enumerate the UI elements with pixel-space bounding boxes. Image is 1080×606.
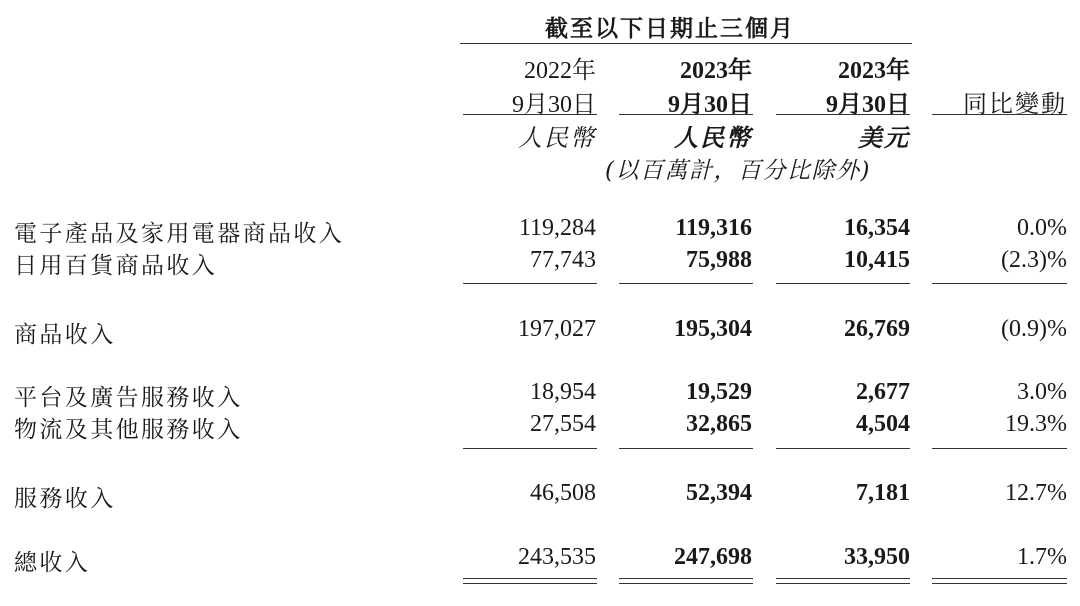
subtotal-rule [619, 283, 753, 284]
cell-yoy: (2.3)% [1001, 247, 1067, 273]
col-yoy-header-rule [932, 114, 1067, 115]
col-2022-header-rule [463, 114, 597, 115]
col-2023-rmb-header-rule [619, 114, 753, 115]
cell-2023-rmb: 52,394 [686, 480, 752, 506]
subtotal-rule [463, 448, 597, 449]
col-2023-usd-header-rule [776, 114, 910, 115]
cell-2023-rmb: 32,865 [686, 411, 752, 437]
cell-2022: 27,554 [530, 411, 596, 437]
col-2023-usd-currency: 美元 [858, 126, 910, 152]
cell-yoy: 3.0% [1017, 379, 1067, 405]
cell-yoy: (0.9)% [1001, 316, 1067, 342]
row-label: 總收入 [14, 550, 91, 576]
row-label: 服務收入 [14, 486, 116, 512]
row-label: 日用百貨商品收入 [14, 253, 218, 279]
cell-2023-usd: 2,677 [856, 379, 910, 405]
cell-yoy: 12.7% [1005, 480, 1067, 506]
cell-2022: 197,027 [518, 316, 596, 342]
row-label: 商品收入 [14, 322, 116, 348]
subtotal-rule [619, 448, 753, 449]
cell-yoy: 1.7% [1017, 544, 1067, 570]
cell-2023-usd: 4,504 [856, 411, 910, 437]
total-double-rule [776, 578, 910, 584]
cell-2023-rmb: 75,988 [686, 247, 752, 273]
col-yoy-header: 同比變動 [963, 92, 1067, 118]
col-2022-currency: 人民幣 [518, 126, 596, 152]
subtotal-rule [932, 283, 1067, 284]
unit-note: (以百萬計，百分比除外) [605, 158, 871, 184]
total-double-rule [619, 578, 753, 584]
col-2023-usd-date: 9月30日 [826, 92, 910, 118]
row-label: 物流及其他服務收入 [14, 417, 243, 443]
subtotal-rule [932, 448, 1067, 449]
cell-yoy: 0.0% [1017, 215, 1067, 241]
col-2023-rmb-date: 9月30日 [668, 92, 752, 118]
period-title-underline [460, 43, 912, 44]
cell-2023-usd: 33,950 [844, 544, 910, 570]
cell-yoy: 19.3% [1005, 411, 1067, 437]
cell-2023-usd: 7,181 [856, 480, 910, 506]
subtotal-rule [776, 448, 910, 449]
col-2022-date: 9月30日 [512, 92, 596, 118]
cell-2023-usd: 16,354 [844, 215, 910, 241]
total-double-rule [932, 578, 1067, 584]
total-double-rule [463, 578, 597, 584]
cell-2022: 119,284 [518, 215, 596, 241]
subtotal-rule [463, 283, 597, 284]
col-2023-usd-year: 2023年 [838, 58, 910, 84]
cell-2022: 243,535 [518, 544, 596, 570]
cell-2023-usd: 10,415 [844, 247, 910, 273]
cell-2023-rmb: 247,698 [674, 544, 752, 570]
cell-2023-rmb: 19,529 [686, 379, 752, 405]
cell-2023-rmb: 119,316 [675, 215, 752, 241]
row-label: 平台及廣告服務收入 [14, 385, 243, 411]
row-label: 電子產品及家用電器商品收入 [14, 221, 345, 247]
period-title: 截至以下日期止三個月 [545, 15, 795, 42]
cell-2022: 46,508 [530, 480, 596, 506]
subtotal-rule [776, 283, 910, 284]
cell-2022: 18,954 [530, 379, 596, 405]
col-2022-year: 2022年 [524, 58, 596, 84]
cell-2022: 77,743 [530, 247, 596, 273]
col-2023-rmb-currency: 人民幣 [674, 126, 752, 152]
cell-2023-usd: 26,769 [844, 316, 910, 342]
col-2023-rmb-year: 2023年 [680, 58, 752, 84]
cell-2023-rmb: 195,304 [674, 316, 752, 342]
